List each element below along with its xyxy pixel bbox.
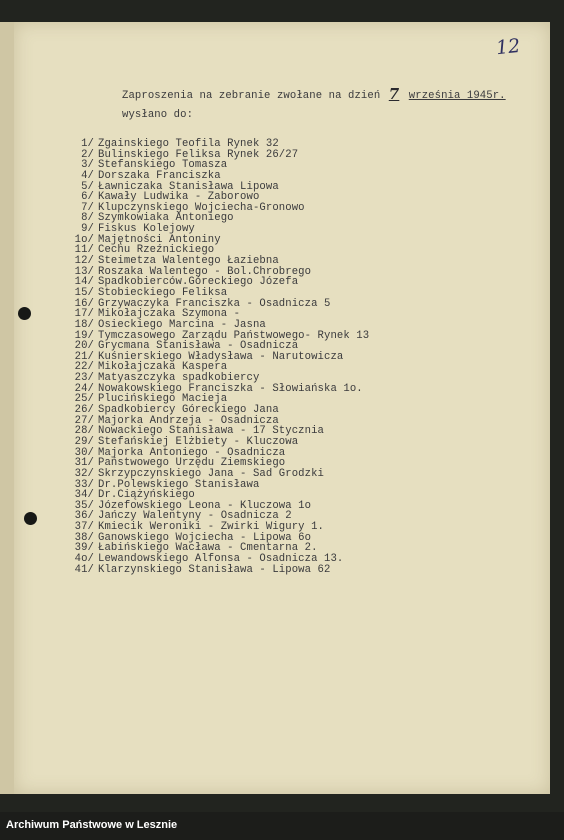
list-item-text: Grycmana Stanisława - Osadnicza — [98, 340, 299, 353]
archive-footer — [0, 812, 564, 840]
list-item-text: Roszaka Walentego - Bol.Chrobrego — [98, 265, 312, 278]
list-item-number: 11/ — [74, 244, 94, 257]
document-heading — [122, 84, 506, 102]
list-item-text: Dr.Ciążyńskiego — [98, 489, 195, 502]
list-item-number: 23/ — [74, 372, 94, 385]
list-item-number: 12/ — [74, 255, 94, 268]
list-item-text: Ławniczaka Stanisława Lipowa — [98, 180, 279, 193]
list-item-number: 35/ — [74, 499, 94, 512]
list-item-number: 2/ — [81, 148, 94, 161]
list-item-text: Zgainskiego Teofila Rynek 32 — [98, 138, 279, 150]
list-item-number: 25/ — [74, 393, 94, 406]
list-item-number: 16/ — [74, 297, 94, 310]
list-item-text: Bulinskiego Feliksa Rynek 26/27 — [98, 148, 299, 161]
list-item-number: 41/ — [74, 563, 94, 576]
list-item-number: 14/ — [74, 276, 94, 289]
list-item — [66, 437, 369, 448]
page-number: 12 — [494, 34, 522, 60]
list-item-number: 37/ — [74, 521, 94, 534]
recipient-list — [66, 139, 369, 575]
list-item — [66, 288, 369, 299]
list-item-text: Spadkobiercy Góreckiego Jana — [98, 404, 279, 417]
list-item-text: Kawały Ludwika - Zaborowo — [98, 191, 260, 204]
list-item-text: Dorszaka Franciszka — [98, 169, 221, 182]
heading-prefix: Zaproszenia na zebranie zwołane na dzień — [122, 90, 381, 102]
list-item-text: Majorka Andrzeja - Osadnicza — [98, 414, 279, 427]
list-item-number: 1/ — [81, 138, 94, 150]
list-item — [66, 171, 369, 182]
list-item-number: 27/ — [74, 414, 94, 427]
list-item-text: Stefanskiego Tomasza — [98, 159, 228, 172]
list-item-number: 28/ — [74, 425, 94, 438]
list-item-text: Cechu Rzeźnickiego — [98, 244, 215, 257]
list-item-number: 26/ — [74, 404, 94, 417]
underlying-sheet-edge — [0, 22, 15, 794]
list-item-number: 4o/ — [74, 552, 94, 565]
list-item-text: Dr.Polewskiego Stanisława — [98, 478, 260, 491]
list-item-text: Nowakowskiego Franciszka - Słowiańska 1o. — [98, 382, 363, 395]
list-item-text: Lewandowskiego Alfonsa - Osadnicza 13. — [98, 552, 344, 565]
document-sheet — [14, 22, 550, 794]
list-item-text: Skrzypczynskiego Jana - Sad Grodzki — [98, 467, 325, 480]
list-item-number: 39/ — [74, 542, 94, 555]
list-item-text: Łabińskiego Wacława - Cmentarna 2. — [98, 542, 318, 555]
list-item-number: 30/ — [74, 446, 94, 459]
list-item-number: 33/ — [74, 478, 94, 491]
list-item-number: 15/ — [74, 286, 94, 299]
list-item-number: 29/ — [74, 435, 94, 448]
list-item-number: 13/ — [74, 265, 94, 278]
list-item-text: Stefańskiej Elżbiety - Kluczowa — [98, 435, 299, 448]
list-item-number: 38/ — [74, 531, 94, 544]
list-item-number: 32/ — [74, 467, 94, 480]
list-item-number: 8/ — [81, 212, 94, 225]
list-item-text: Klarzynskiego Stanisława - Lipowa 62 — [98, 563, 331, 576]
list-item-number: 3/ — [81, 159, 94, 172]
list-item-text: Steimetza Walentego Łaziebna — [98, 255, 279, 268]
list-item-number: 4/ — [81, 169, 94, 182]
list-item-text: Kmiecik Weroniki - Zwirki Wigury 1. — [98, 521, 325, 534]
sent-to-label: wysłano do: — [122, 109, 194, 121]
heading-month: września 1945r. — [408, 90, 506, 102]
list-item-number: 1o/ — [74, 233, 94, 246]
heading-date: 7 — [388, 85, 400, 103]
list-item-number: 31/ — [74, 457, 94, 470]
list-item-text: Fiskus Kolejowy — [98, 223, 195, 236]
list-item-number: 22/ — [74, 361, 94, 374]
list-item-text: Mikołajczaka Kaspera — [98, 361, 228, 374]
list-item-text: Matyaszczyka spadkobiercy — [98, 372, 260, 385]
list-item-text: Spadkobierców.Góreckiego Józefa — [98, 276, 299, 289]
list-item — [66, 469, 369, 480]
list-item-text: Nowackiego Stanisława - 17 Stycznia — [98, 425, 325, 438]
list-item-text: Mikołajczaka Szymona - — [98, 308, 241, 321]
list-item-number: 18/ — [74, 318, 94, 331]
list-item-text: Ganowskiego Wojciecha - Lipowa 6o — [98, 531, 312, 544]
list-item-text: Stobieckiego Feliksa — [98, 286, 228, 299]
punch-hole-bottom — [24, 512, 37, 525]
list-item-text: Tymczasowego Zarządu Państwowego- Rynek 13 — [98, 329, 370, 342]
list-item-text: Majorka Antoniego - Osadnicza — [98, 446, 286, 459]
list-item-text: Klupczynskiego Wojciecha-Gronowo — [98, 201, 305, 214]
list-item-text: Osieckiego Marcina - Jasna — [98, 318, 266, 331]
list-item-number: 19/ — [74, 329, 94, 342]
list-item-text: Państwowego Urzędu Ziemskiego — [98, 457, 286, 470]
punch-hole-top — [18, 307, 31, 320]
list-item-text: Kuśnierskiego Władysława - Narutowicza — [98, 350, 344, 363]
archive-label: Archiwum Państwowe w Lesznie — [6, 819, 178, 831]
list-item — [66, 565, 369, 576]
list-item-text: Jańczy Walentyny - Osadnicza 2 — [98, 510, 292, 523]
list-item-number: 20/ — [74, 340, 94, 353]
list-item-number: 21/ — [74, 350, 94, 363]
list-item-number: 7/ — [81, 201, 94, 214]
list-item-text: Szymkowiaka Antoniego — [98, 212, 234, 225]
list-item-number: 34/ — [74, 489, 94, 502]
list-item-number: 9/ — [81, 223, 94, 236]
list-item — [66, 320, 369, 331]
list-item-text: Grzywaczyka Franciszka - Osadnicza 5 — [98, 297, 331, 310]
list-item-number: 6/ — [81, 191, 94, 204]
list-item-text: Majętności Antoniny — [98, 233, 221, 246]
list-item-number: 5/ — [81, 180, 94, 193]
list-item-number: 24/ — [74, 382, 94, 395]
list-item-number: 17/ — [74, 308, 94, 321]
list-item-text: Plucińskiego Macieja — [98, 393, 228, 406]
list-item-text: Józefowskiego Leona - Kluczowa 1o — [98, 499, 312, 512]
list-item-number: 36/ — [74, 510, 94, 523]
